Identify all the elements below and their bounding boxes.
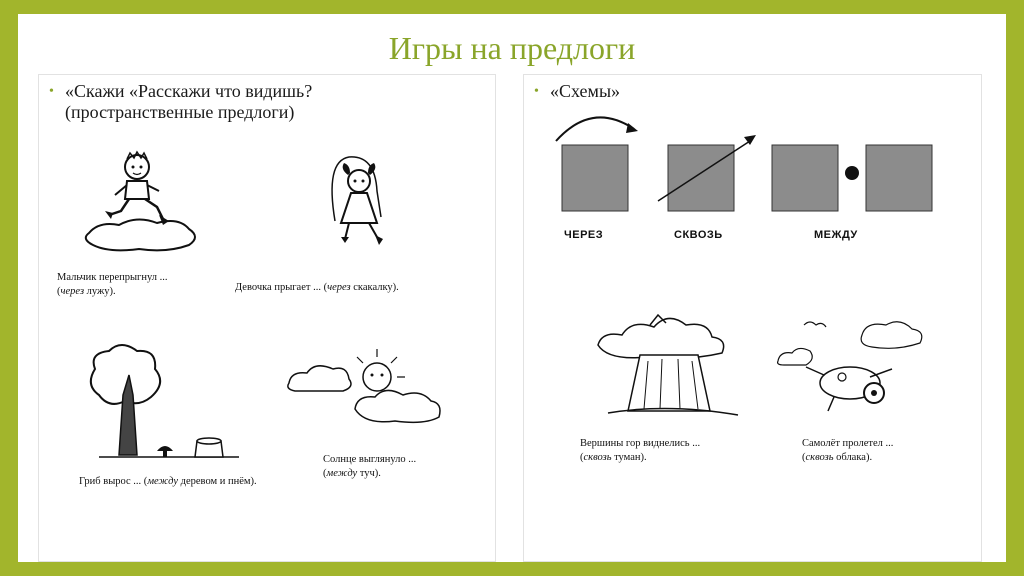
slide [18,14,1006,562]
bullet-marker-icon: • [49,84,54,99]
scheme-label-between: МЕЖДУ [814,229,858,241]
girl-skipping-illustration [305,151,415,261]
left-panel [38,74,496,562]
right-panel [523,74,982,562]
caption-airplane: Самолёт пролетел ... (сквозь облака). [802,438,894,463]
right-bullet: • «Схемы» [534,81,621,101]
boy-jumping-illustration [79,145,209,255]
scheme-label-via: СКВОЗЬ [674,229,723,241]
left-bullet-line1: «Скажи «Расскажи что видишь? [65,81,313,101]
bullet-marker-icon: • [534,84,539,99]
tree-mushroom-stump-illustration [79,345,249,465]
left-bullet-line2: (пространственные предлоги) [65,102,295,122]
caption-mountain: Вершины гор виднелись ... (сквозь туман). [580,438,701,463]
caption-boy: Мальчик перепрыгнул ... (через лужу). [57,272,168,297]
airplane-clouds-illustration [776,311,926,421]
caption-sun: Солнце выглянуло ... (между туч). [323,454,417,479]
caption-mushroom: Гриб вырос ... (между деревом и пнём). [79,476,257,487]
scheme-label-through: ЧЕРЕЗ [564,229,604,241]
mountain-fog-illustration [588,311,748,421]
caption-girl: Девочка прыгает ... (через скакалку). [235,282,399,293]
sun-clouds-illustration [285,345,455,435]
schemes-diagram [554,111,944,211]
left-bullet [49,81,312,123]
slide-title: Игры на предлоги [388,30,636,66]
